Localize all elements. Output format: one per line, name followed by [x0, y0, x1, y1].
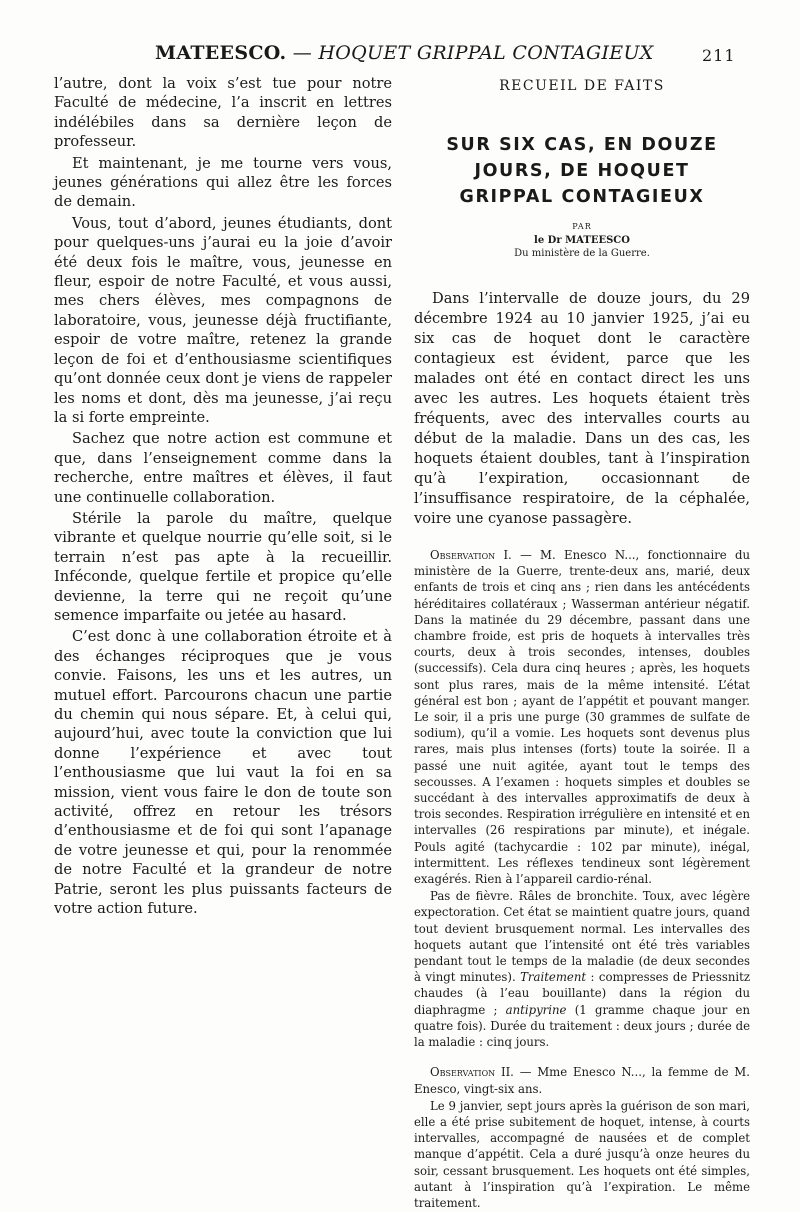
paragraph: Et maintenant, je me tourne vers vous, jeunes générations qui allez être les forces de demain. — [54, 154, 392, 211]
running-header — [155, 42, 654, 64]
obs1-paragraph — [414, 547, 750, 887]
obs2-text: — Mme Enesco N..., la femme de M. Enesco, vingt-six ans. — [414, 1065, 750, 1096]
paragraph: Vous, tout d’abord, jeunes étudiants, dont pour quelques-uns j’aurai eu la joie d’avoir été deux fois le maître, vous, jeunesse en fleur, espoir de notre Faculté, et vous aussi, mes chers élèves, mes compagnons de laboratoire, vous, jeunesse déjà fructifiante, espoir de votre maître, retenez la grande leçon de foi et d’enthousiasme scientifiques qu’ont donnée ceux dont je viens de rappeler les noms et dont, dès ma jeunesse, j’ai reçu la si forte empreinte. — [54, 214, 392, 426]
section-label: RECUEIL DE FAITS — [499, 78, 665, 94]
obs1-text-b: : compresses de Priessnitz chaudes (à l’eau bouillante) dans la région du diaphragme ; — [414, 970, 751, 1017]
header-dash: — — [286, 42, 319, 64]
header-author: MATEESCO. — [155, 42, 287, 64]
obs2-heading: Observation II. — [430, 1065, 514, 1080]
traitement-label: Traitement — [520, 970, 587, 985]
par-label: PAR — [572, 222, 592, 231]
paragraph: Sachez que notre action est commune et que, dans l’enseignement comme dans la recherche, entre maîtres et élèves, il faut une continuelle collaboration. — [54, 430, 392, 506]
paragraph: l’autre, dont la voix s’est tue pour notre Faculté de médecine, l’a inscrit en lettres indélébiles dans sa dernière leçon de professeur. — [54, 75, 392, 151]
obs2-paragraph-2: Le 9 janvier, sept jours après la guérison de son mari, elle a été prise subitement de hoquet, intense, à courts intervalles, accompagné de nausées et de complet manque d’appétit. Cela a duré jusqu’à onze heures du soir, cessant brusquement. Les hoquets ont été simples, autant à l’inspiration qu’à l’expiration. Le même traitement. — [414, 1098, 750, 1210]
observation-2 — [414, 1064, 750, 1211]
title-line: JOURS, DE HOQUET — [474, 161, 690, 181]
paragraph: C’est donc à une collaboration étroite et à des échanges réciproques que je vous convie. Faisons, les uns et les autres, un mutuel effort. Parcourons chacun une partie du chemin qui nous sépare. Et, à celui qui, aujourd’hui, avec toute la conviction que lui donne l’expérience et avec tout l’enthousiasme que lui vaut la foi en sa mission, vient vous faire le don de toute son activité, offrez en retour les trésors d’enthousiasme et de foi qui sont l’apanage de votre jeunesse et qui, pour la renommée de notre Faculté et la grandeur de notre Patrie, seront les plus puissants facteurs de votre action future. — [54, 628, 392, 918]
obs1-paragraph-2 — [414, 888, 750, 1050]
title-line: GRIPPAL CONTAGIEUX — [459, 187, 705, 207]
obs1-text: — M. Enesco N..., fonctionnaire du ministère de la Guerre, trente-deux ans, marié, deux enfants de trois et cinq ans ; rien dans les antécédents héréditaires collatéraux ; Wasserman antérieur négatif. Dans la matinée du 29 décembre, passant dans une chambre froide, est pris de hoquets à intervalles très courts, deux à trois secondes, intenses, doubles (successifs). Cela dura cinq heures ; après, les hoquets sont plus rares, mais de la même intensité. L’état général est bon ; ayant de l’appétit et pouvant manger. Le soir, il a pris une purge (30 grammes de sulfate de sodium), qu’il a vomie. Les hoquets sont devenus plus rares, mais plus intenses (forts) toute la soirée. Il a passé une nuit agitée, ayant tout le temps des secousses. A l’examen : hoquets simples et doubles se succédant à des intervalles approximatifs de deux à trois secondes. Respiration irrégulière en intensité et en intervalles (26 respirations par minute), et inégale. Pouls agité (tachycardie : 102 par minute), inégal, intermittent. Les réflexes tendineux sont légèrement exagérés. Rien à l’appareil cardio-rénal. — [414, 548, 750, 887]
obs1-text-a: Pas de fièvre. Râles de bronchite. Toux, avec légère expectoration. Cet état se maintient quatre jours, quand tout devient brusquement normal. Les intervalles des hoquets autant que l’intensité ont été très variables pendant tout le temps de la maladie (de deux secondes à vingt minutes). — [414, 889, 750, 985]
antipyrine-label: antipyrine — [505, 1002, 567, 1017]
author-affiliation: Du ministère de la Guerre. — [514, 248, 650, 259]
page-number: 211 — [702, 46, 736, 65]
obs2-paragraph — [414, 1064, 750, 1096]
author-byline: le Dr MATEESCO — [534, 235, 630, 246]
right-column — [414, 74, 750, 1212]
intro-paragraph: Dans l’intervalle de douze jours, du 29 décembre 1924 au 10 janvier 1925, j’ai eu six cas de hoquet dont le caractère contagieux est évident, parce que les malades ont été en contact direct les uns avec les autres. Les hoquets étaient très fréquents, avec des intervalles courts au début de la maladie. Dans un des cas, les hoquets étaient doubles, tant à l’inspiration qu’à l’expiration, occasionnant de l’insuffisance respiratoire, de la céphalée, voire une cyanose passagère. — [414, 290, 750, 527]
article-title — [414, 132, 750, 210]
paragraph: Stérile la parole du maître, quelque vibrante et quelque nourrie qu’elle soit, si le terrain n’est pas apte à la recueillir. Inféconde, quelque fertile et propice qu’elle devienne, la terre qui ne reçoit qu’une semence imparfaite ou jetée au hasard. — [54, 509, 392, 624]
left-column — [54, 74, 392, 920]
title-line: SUR SIX CAS, EN DOUZE — [446, 135, 718, 155]
observation-1 — [414, 547, 750, 1050]
header-title: HOQUET GRIPPAL CONTAGIEUX — [318, 42, 654, 64]
obs1-heading: Observation I. — [430, 548, 512, 562]
obs1-text-c: (1 gramme chaque jour en quatre fois). Durée du traitement : deux jours ; durée de la maladie : cinq jours. — [414, 1002, 750, 1050]
